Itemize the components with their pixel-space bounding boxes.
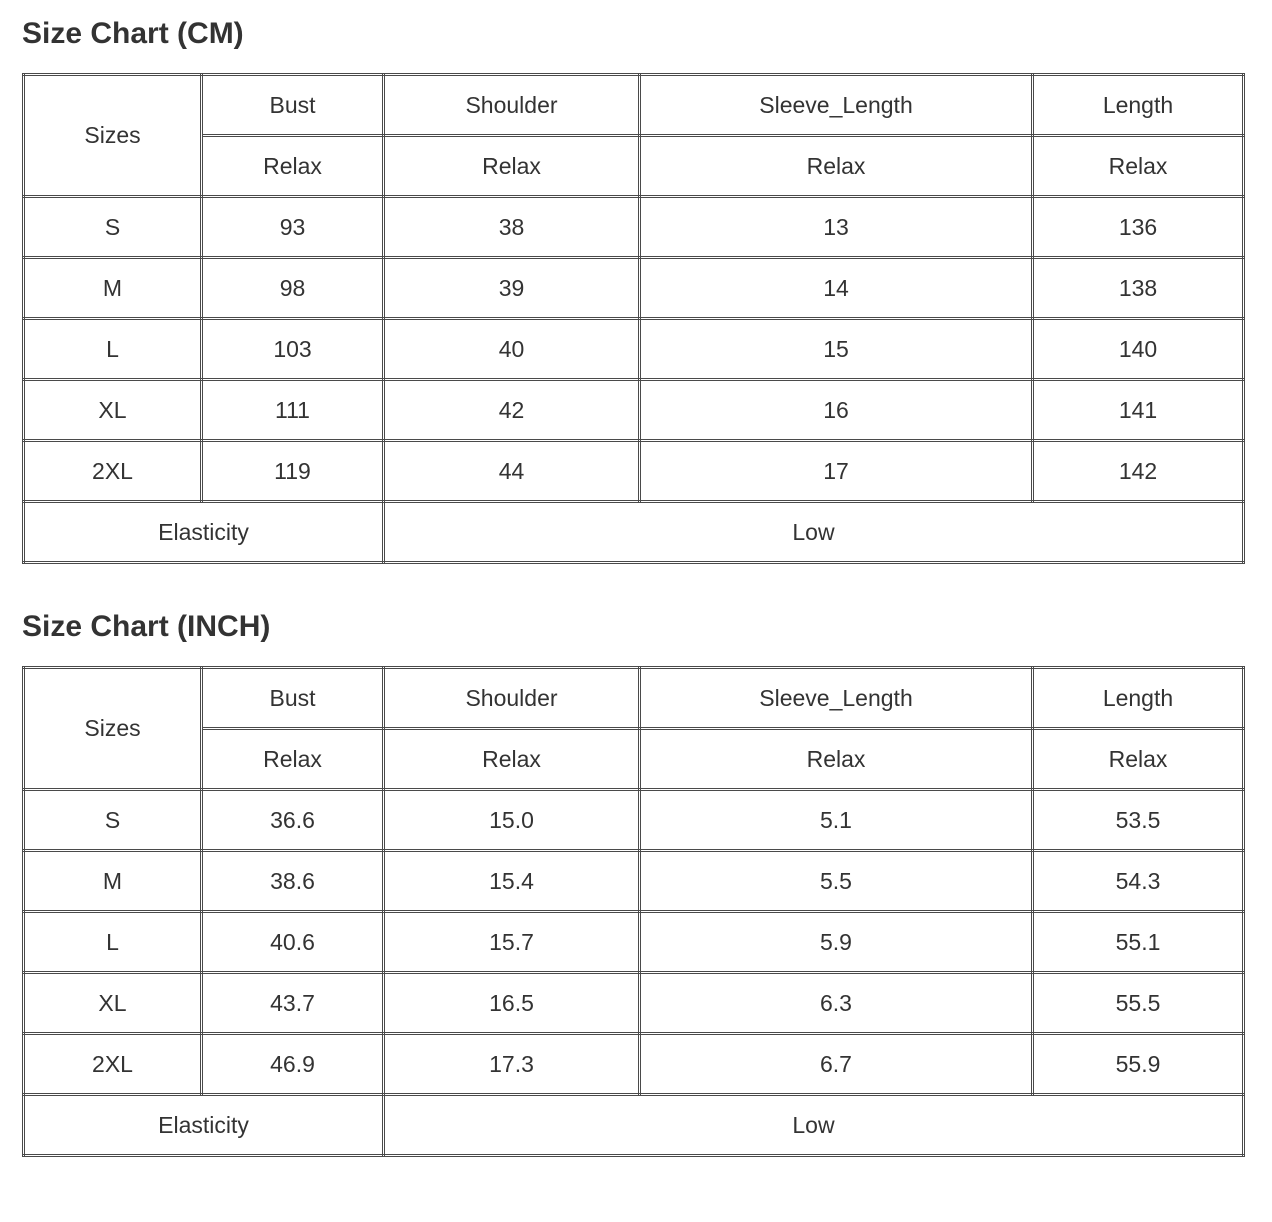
sub-header-row [24, 729, 1244, 790]
column-header-length: Length [1033, 668, 1244, 729]
sizes-header: Sizes [24, 668, 202, 790]
table-row [24, 441, 1244, 502]
table-cell: 15.0 [384, 790, 640, 851]
table-cell: 16 [640, 380, 1033, 441]
table-cell: 5.9 [640, 912, 1033, 973]
sizes-header: Sizes [24, 75, 202, 197]
sub-header-cell: Relax [202, 136, 384, 197]
size-label: S [24, 790, 202, 851]
table-row [24, 973, 1244, 1034]
table-cell: 138 [1033, 258, 1244, 319]
sub-header-cell: Relax [640, 729, 1033, 790]
size-chart-inch-table [22, 666, 1245, 1157]
table-row [24, 380, 1244, 441]
sub-header-cell: Relax [1033, 729, 1244, 790]
table-cell: 5.1 [640, 790, 1033, 851]
table-cell: 55.9 [1033, 1034, 1244, 1095]
table-cell: 38 [384, 197, 640, 258]
column-header-shoulder: Shoulder [384, 668, 640, 729]
size-label: 2XL [24, 1034, 202, 1095]
column-header-bust: Bust [202, 668, 384, 729]
table-cell: 119 [202, 441, 384, 502]
table-cell: 38.6 [202, 851, 384, 912]
sub-header-cell: Relax [384, 136, 640, 197]
table-cell: 111 [202, 380, 384, 441]
size-chart-inch-title: Size Chart (INCH) [22, 610, 271, 643]
table-cell: 6.3 [640, 973, 1033, 1034]
table-cell: 40 [384, 319, 640, 380]
table-cell: 53.5 [1033, 790, 1244, 851]
table-cell: 5.5 [640, 851, 1033, 912]
sub-header-row [24, 136, 1244, 197]
size-label: XL [24, 380, 202, 441]
size-label: L [24, 912, 202, 973]
column-header-sleeve-length: Sleeve_Length [640, 75, 1033, 136]
table-cell: 15 [640, 319, 1033, 380]
table-cell: 103 [202, 319, 384, 380]
size-label: S [24, 197, 202, 258]
sub-header-cell: Relax [202, 729, 384, 790]
table-cell: 36.6 [202, 790, 384, 851]
header-row [24, 75, 1244, 136]
table-cell: 40.6 [202, 912, 384, 973]
table-cell: 17 [640, 441, 1033, 502]
table-cell: 15.4 [384, 851, 640, 912]
table-cell: 13 [640, 197, 1033, 258]
table-cell: 98 [202, 258, 384, 319]
table-cell: 55.1 [1033, 912, 1244, 973]
sub-header-cell: Relax [1033, 136, 1244, 197]
size-chart-cm-table [22, 73, 1245, 564]
table-cell: 15.7 [384, 912, 640, 973]
column-header-shoulder: Shoulder [384, 75, 640, 136]
table-cell: 93 [202, 197, 384, 258]
header-row [24, 668, 1244, 729]
table-row [24, 258, 1244, 319]
column-header-bust: Bust [202, 75, 384, 136]
table-cell: 6.7 [640, 1034, 1033, 1095]
size-label: L [24, 319, 202, 380]
table-cell: 136 [1033, 197, 1244, 258]
table-cell: 17.3 [384, 1034, 640, 1095]
size-label: XL [24, 973, 202, 1034]
size-label: M [24, 258, 202, 319]
table-row [24, 790, 1244, 851]
table-cell: 46.9 [202, 1034, 384, 1095]
column-header-sleeve-length: Sleeve_Length [640, 668, 1033, 729]
table-row [24, 319, 1244, 380]
column-header-length: Length [1033, 75, 1244, 136]
size-chart-cm-title: Size Chart (CM) [22, 17, 244, 50]
table-cell: 44 [384, 441, 640, 502]
table-row [24, 197, 1244, 258]
size-label: M [24, 851, 202, 912]
table-cell: 141 [1033, 380, 1244, 441]
elasticity-row [24, 1095, 1244, 1156]
table-cell: 54.3 [1033, 851, 1244, 912]
table-cell: 142 [1033, 441, 1244, 502]
table-row [24, 851, 1244, 912]
sub-header-cell: Relax [384, 729, 640, 790]
table-cell: 16.5 [384, 973, 640, 1034]
table-cell: 55.5 [1033, 973, 1244, 1034]
table-row [24, 912, 1244, 973]
size-label: 2XL [24, 441, 202, 502]
sub-header-cell: Relax [640, 136, 1033, 197]
table-cell: 14 [640, 258, 1033, 319]
table-cell: 42 [384, 380, 640, 441]
table-cell: 39 [384, 258, 640, 319]
elasticity-value: Low [384, 1095, 1244, 1156]
elasticity-label: Elasticity [24, 1095, 384, 1156]
table-cell: 43.7 [202, 973, 384, 1034]
table-row [24, 1034, 1244, 1095]
elasticity-value: Low [384, 502, 1244, 563]
elasticity-label: Elasticity [24, 502, 384, 563]
table-cell: 140 [1033, 319, 1244, 380]
elasticity-row [24, 502, 1244, 563]
